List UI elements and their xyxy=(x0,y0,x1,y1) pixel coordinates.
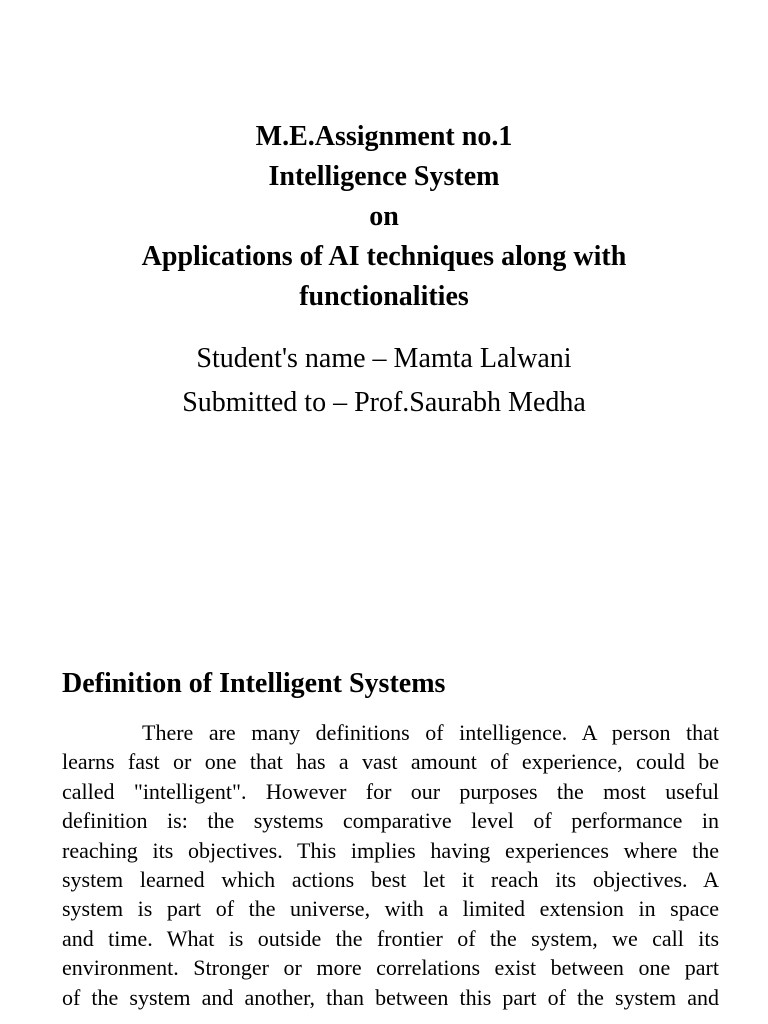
document-title xyxy=(0,117,768,317)
paragraph-line: called "intelligent". However for our purposes the most useful xyxy=(62,778,719,804)
title-line-3: on xyxy=(369,201,399,232)
paragraph-line: reaching its objectives. This implies having experiences where the xyxy=(62,837,719,863)
section-heading: Definition of Intelligent Systems xyxy=(62,668,446,699)
paragraph-line: system learned which actions best let it reach its objectives. A xyxy=(62,867,719,893)
paragraph-line: system is part of the universe, with a limited extension in space xyxy=(62,896,719,922)
paragraph-line: environment. Stronger or more correlations exist between one part xyxy=(62,955,719,981)
title-line-5: functionalities xyxy=(299,281,469,312)
paragraph-line: learns fast or one that has a vast amount of experience, could be xyxy=(62,749,719,775)
paragraph-line: and time. What is outside the frontier of the system, we call its xyxy=(62,925,719,951)
body-paragraph xyxy=(62,718,719,1012)
student-name: Student's name – Mamta Lalwani xyxy=(196,343,572,374)
paragraph-line: There are many definitions of intelligence. A person that xyxy=(142,720,719,745)
title-line-1: M.E.Assignment no.1 xyxy=(255,121,513,152)
paragraph-line: of the system and another, than between this part of the system and xyxy=(62,984,719,1010)
title-line-4: Applications of AI techniques along with xyxy=(141,241,627,272)
paragraph-line: definition is: the systems comparative level of performance in xyxy=(62,808,719,834)
author-info xyxy=(0,337,768,425)
submitted-to: Submitted to – Prof.Saurabh Medha xyxy=(182,387,586,418)
title-line-2: Intelligence System xyxy=(268,161,500,192)
